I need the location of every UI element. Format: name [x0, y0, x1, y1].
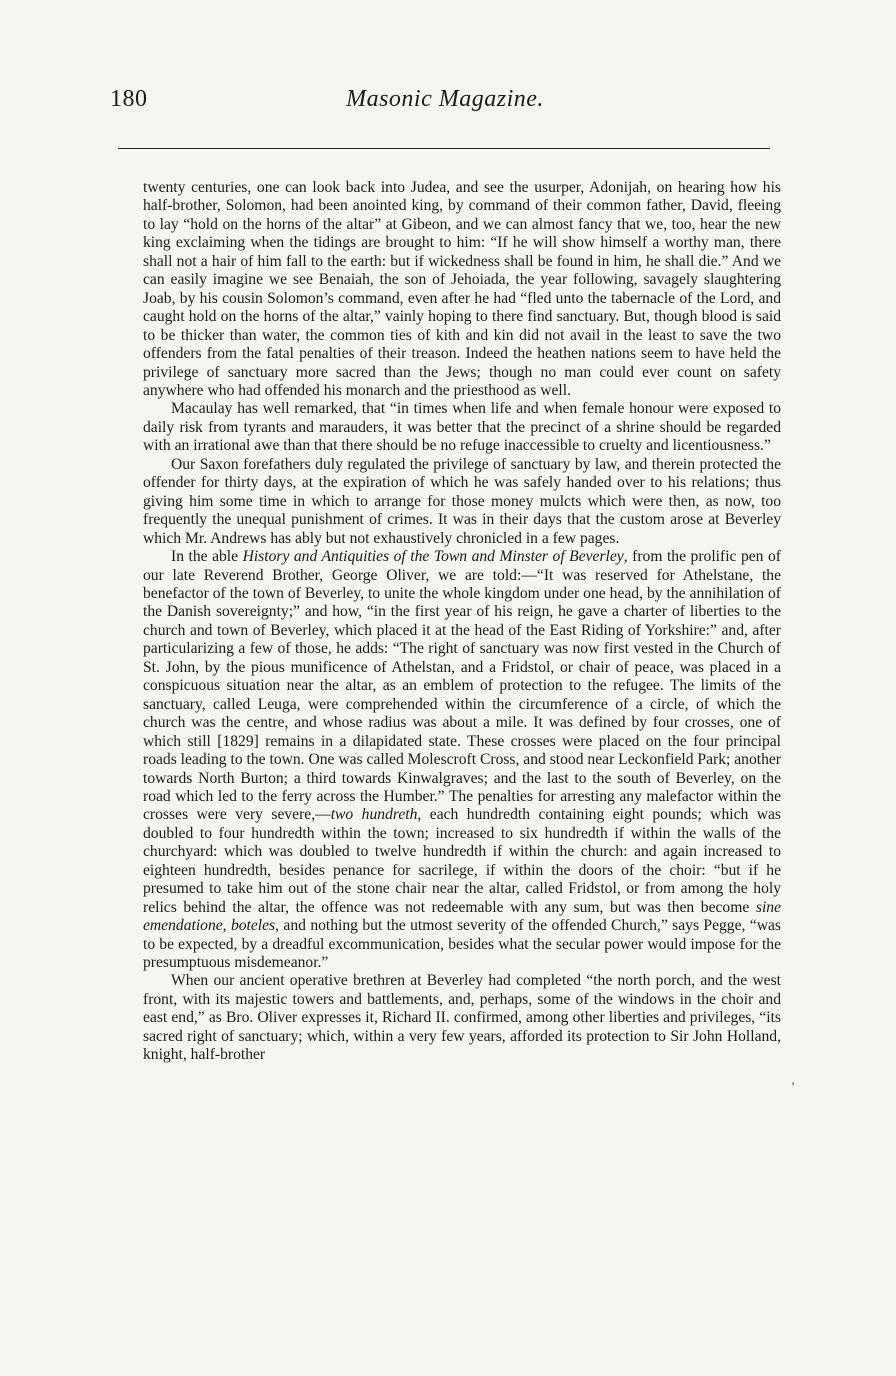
paragraph-2: Macaulay has well remarked, that “in times when life and when female honour were exposed to daily risk from tyrants and marauders, it was better that the precinct of a shrine should be regarded with an irrational awe than that there should be no refuge inaccessible to cruelty and licentiousness.”	[143, 400, 781, 455]
paragraph-4	[143, 548, 781, 972]
page-header	[110, 86, 780, 126]
paragraph-4-text-c: , each hundredth containing eight pounds; which was doubled to four hundredth within the town; increased to six hundredth if within the walls of the churchyard: which was doubled to twelve hundredth if within the church: and again increased to eighteen hundredth, besides penance for sacrilege, if within the doors of the choir: “but if he presumed to take him out of the stone chair near the altar, called Fridstol, or from among the holy relics behind the altar, the offence was not redeemable with any sum, but was then become	[143, 806, 781, 916]
paragraph-5: When our ancient operative brethren at Beverley had completed “the north porch, and the west front, with its majestic towers and battlements, and, perhaps, some of the windows in the choir and east end,” as Bro. Oliver expresses it, Richard II. confirmed, among other liberties and privileges, “its sacred right of sanctuary; which, within a very few years, afforded its protection to Sir John Holland, knight, half-brother	[143, 972, 781, 1064]
book-title: History and Antiquities of the Town and Minster of Beverley	[242, 548, 624, 566]
margin-mark: ’	[791, 1079, 795, 1093]
paragraph-3: Our Saxon forefathers duly regulated the privilege of sanctuary by law, and therein protected the offender for thirty days, at the expiration of which he was safely handed over to his relations; thus giving him some time in which to arrange for those money mulcts which were then, as now, too frequently the unequal punishment of crimes. It was in their days that the custom arose at Beverley which Mr. Andrews has ably but not exhaustively chronicled in a few pages.	[143, 455, 781, 547]
paragraph-4-text-a: In the able	[171, 548, 243, 566]
paragraph-4-text-d: , and nothing but the utmost severity of the offended Church,” says Pegge, “was to be expected, by a dreadful excommunication, besides what the secular power would impose for the presumptuous misdemeanor.”	[143, 917, 781, 972]
header-rule	[118, 148, 770, 149]
italic-phrase-latin: sine emendatione, boteles	[143, 898, 781, 935]
italic-phrase-two-hundreth: two hundreth	[330, 806, 418, 824]
paragraph-4-text-b: , from the prolific pen of our late Reverend Brother, George Oliver, we are told:—“It was reserved for Athelstane, the benefactor of the town of Beverley, to unite the whole kingdom under one head, by the annihilation of the Danish sovereignty;” and how, “in the first year of his reign, he gave a charter of liberties to the church and town of Beverley, which placed it at the head of the East Riding of Yorkshire:” and, after particularizing a few of those, he adds: “The right of sanctuary was now first vested in the Church of St. John, by the pious munificence of Athelstan, and a Fridstol, or chair of peace, was placed in a conspicuous situation near the altar, as an emblem of protection to the refugee. The limits of the sanctuary, called Leuga, were comprehended within the circumference of a circle, of which the church was the centre, and whose radius was about a mile. It was defined by four crosses, one of which still [1829] remains in a dilapidated state. These crosses were placed on the four principal roads leading to the town. One was called Molescroft Cross, and stood near Leckonfield Park; another towards North Burton; a third towards Kinwalgraves; and the last to the south of Beverley, on the road which led to the ferry across the Humber.” The penalties for arresting any malefactor within the crosses were very severe,—	[143, 548, 781, 824]
article-body	[143, 179, 781, 1065]
page-number: 180	[110, 86, 148, 112]
paragraph-1: twenty centuries, one can look back into Judea, and see the usurper, Adonijah, on hearing how his half-brother, Solomon, had been anointed king, by command of their common father, David, fleeing to lay “hold on the horns of the altar” at Gibeon, and we can almost fancy that we, too, hear the new king exclaiming when the tidings are brought to him: “If he will show himself a worthy man, there shall not a hair of him fall to the earth: but if wickedness shall be found in him, he shall die.” And we can easily imagine we see Benaiah, the son of Jehoiada, the year following, savagely slaughtering Joab, by his cousin Solomon’s command, even after he had “fled unto the tabernacle of the Lord, and caught hold on the horns of the altar,” vainly hoping to there find sanctuary. But, though blood is said to be thicker than water, the common ties of kith and kin did not avail in the least to save the two offenders from the fatal penalties of their treason. Indeed the heathen nations seem to have held the privilege of sanctuary more sacred than the Jews; though no man could ever count on safety anywhere who had offended his monarch and the priesthood as well.	[143, 179, 781, 399]
journal-title: Masonic Magazine.	[346, 86, 544, 112]
